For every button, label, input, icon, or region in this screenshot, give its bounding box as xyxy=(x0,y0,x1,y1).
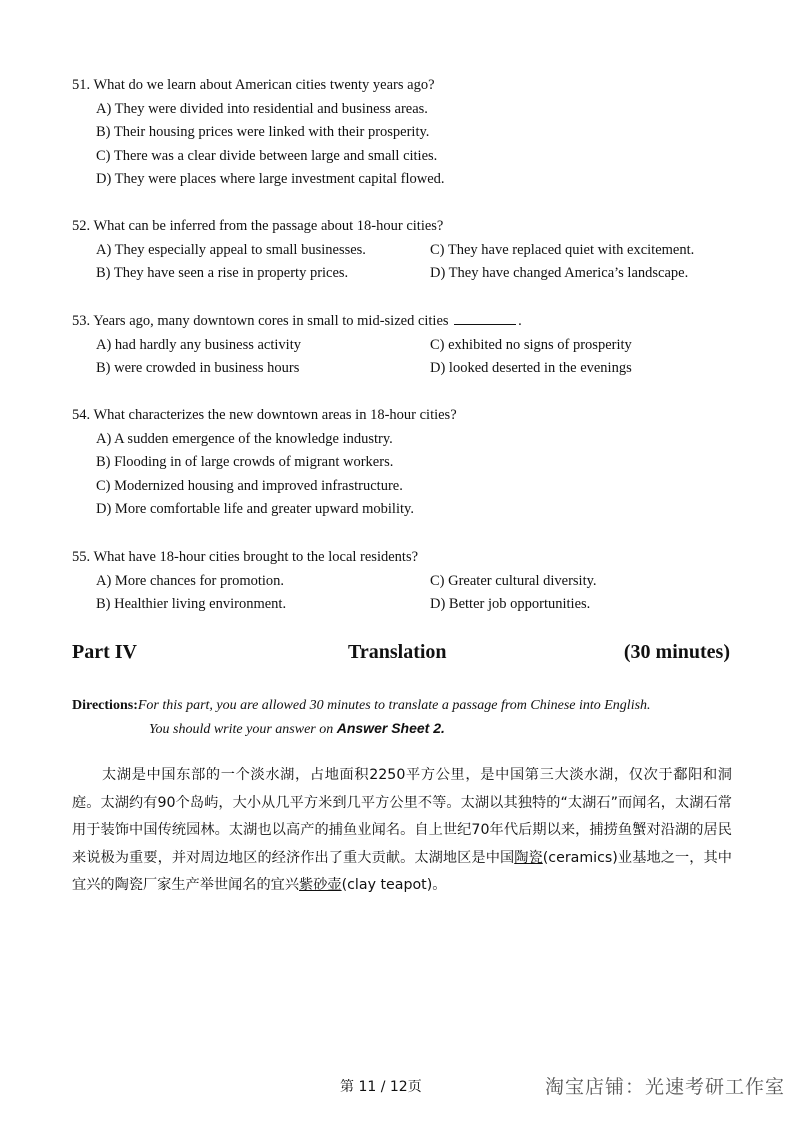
option-c: C) There was a clear divide between large and small cities. xyxy=(96,147,438,164)
question-52 xyxy=(72,215,742,286)
option-d: D) They were places where large investment capital flowed. xyxy=(96,171,445,187)
option-d: D) looked deserted in the evenings xyxy=(430,360,632,376)
answer-blank xyxy=(454,311,516,325)
question-53 xyxy=(72,310,742,381)
option-d: D) More comfortable life and greater upward mobility. xyxy=(96,501,414,517)
answer-sheet-ref: Answer Sheet 2. xyxy=(336,720,445,736)
option-b: B) They have seen a rise in property prices. xyxy=(96,265,349,281)
question-stem: 54. What characterizes the new downtown areas in 18-hour cities? xyxy=(72,407,457,423)
option-a: A) A sudden emergence of the knowledge industry. xyxy=(96,430,393,447)
directions-text-1: For this part, you are allowed 30 minutes to translate a passage from Chinese into English. xyxy=(137,698,651,713)
option-b: B) Healthier living environment. xyxy=(96,596,287,612)
part-label: Part IV xyxy=(72,641,137,663)
passage-text-2: (ceramics)业基地之一，其中宜兴的陶瓷厂家生产举世闻名的宜兴 xyxy=(72,849,732,893)
part-time: (30 minutes) xyxy=(623,641,730,663)
passage-text-3: (clay teapot)。 xyxy=(341,877,447,893)
question-stem: 55. What have 18-hour cities brought to the local residents? xyxy=(72,549,419,565)
option-c: C) Greater cultural diversity. xyxy=(430,572,597,589)
option-d: D) Better job opportunities. xyxy=(430,596,591,612)
question-55 xyxy=(72,546,742,617)
option-c: C) They have replaced quiet with excitement. xyxy=(430,241,695,258)
part-header xyxy=(72,641,730,669)
passage-underlined-ceramics: 陶瓷 xyxy=(514,849,543,866)
question-stem-text: 53. Years ago, many downtown cores in small to mid-sized cities xyxy=(72,313,449,329)
watermark: 淘宝店铺：光速考研工作室 xyxy=(545,1076,786,1098)
question-stem-end: . xyxy=(518,313,522,329)
question-stem: 52. What can be inferred from the passage about 18-hour cities? xyxy=(72,218,444,234)
question-stem xyxy=(72,310,742,334)
directions xyxy=(72,694,737,741)
option-a: A) They were divided into residential and business areas. xyxy=(96,100,428,117)
passage-underlined-teapot: 紫砂壶 xyxy=(299,877,342,893)
passage-text-1: 太湖是中国东部的一个淡水湖，占地面积2250平方公里，是中国第三大淡水湖，仅次于鄱阳和洞庭。太湖约有90个岛屿，大小从几平方米到几平方公里不等。太湖以其独特的“太湖石”而闻名，太湖石常用于装饰中国传统园林。太湖也以高产的捕鱼业闻名。自上世纪70年代后期以来，捕捞鱼蟹对沿湖的居民来说极为重要，并对周边地区的经济作出了重大贡献。太湖地区是中国 xyxy=(72,767,732,866)
option-a: A) More chances for promotion. xyxy=(96,572,285,589)
directions-label: Directions xyxy=(72,698,134,713)
directions-text-2: You should write your answer on xyxy=(149,722,334,737)
option-a: A) had hardly any business activity xyxy=(96,336,301,353)
option-d: D) They have changed America’s landscape. xyxy=(430,265,689,281)
part-title: Translation xyxy=(348,641,447,663)
question-51 xyxy=(72,74,742,192)
page-number: 第 11 / 12页 xyxy=(340,1079,422,1095)
option-b: B) Flooding in of large crowds of migrant workers. xyxy=(96,454,394,470)
option-b: B) Their housing prices were linked with their prosperity. xyxy=(96,124,430,140)
option-c: C) Modernized housing and improved infrastructure. xyxy=(96,477,403,494)
question-stem: 51. What do we learn about American cities twenty years ago? xyxy=(72,77,435,93)
question-54 xyxy=(72,404,742,522)
option-b: B) were crowded in business hours xyxy=(96,360,300,376)
option-c: C) exhibited no signs of prosperity xyxy=(430,336,632,353)
option-a: A) They especially appeal to small businesses. xyxy=(96,241,366,258)
directions-colon: : xyxy=(133,698,138,713)
translation-passage xyxy=(72,762,732,900)
